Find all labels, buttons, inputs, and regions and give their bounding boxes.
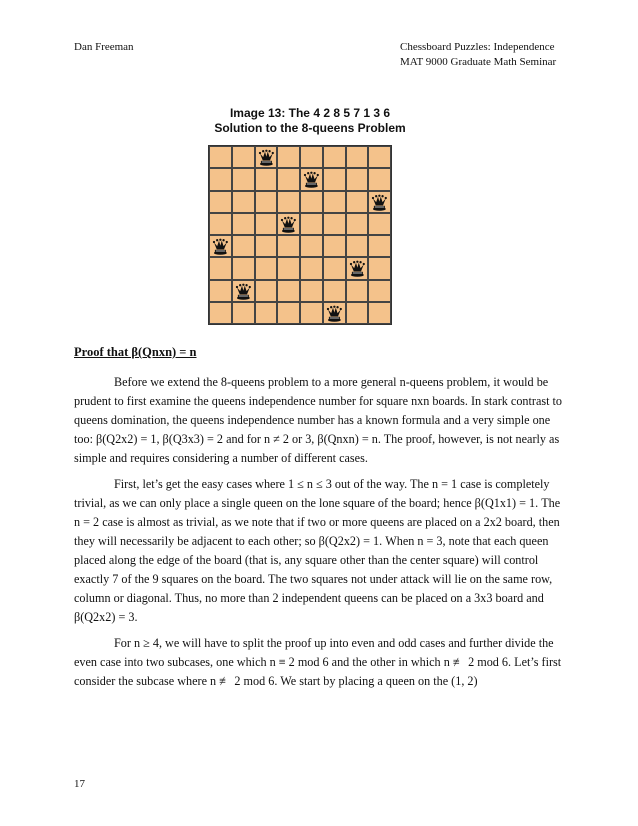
board-square <box>255 302 278 324</box>
board-square <box>323 191 346 213</box>
queen-piece-icon <box>257 148 276 166</box>
paragraph-1: Before we extend the 8-queens problem to a more general n-queens problem, it would be prudent to first examine the queens independence number for square nxn boards. In stark contrast to queens domination, the queens independence number has a known formula and a very simple one too: β(Q2x2) = 1, β(Q3x3) = 2 and for n ≠ 2 or 3, β(Qnxn) = n. The proof, however, is not nearly as simple and requires considering a number of different cases. <box>74 375 563 465</box>
board-square <box>300 191 323 213</box>
board-square <box>209 235 232 257</box>
paragraph-2: First, let’s get the easy cases where 1 ≤ n ≤ 3 out of the way. The n = 1 case is completely trivial, as we can only place a single queen on the lone square of the board; hence β(Q1x1) = 1. The n = 2 case is almost as trivial, as we note that if two or more queens are placed on a 2x2 board, then they will necessarily be adjacent to each other; so β(Q2x2) = 1. When n = 3, note that each queen placed along the edge of the board (that is, any square other than the center square) will control exactly 7 of the 9 squares on the board. The two squares not under attack will lie on the same row, column or diagonal. Thus, no more than 2 independent queens can be placed on a 3x3 board and β(Q2x2) = 3. <box>74 477 561 624</box>
board-square <box>232 213 255 235</box>
board-square <box>300 257 323 279</box>
board-square <box>323 257 346 279</box>
queen-piece-icon <box>370 193 389 211</box>
board-square <box>346 302 369 324</box>
queen-piece-icon <box>302 170 321 188</box>
board-square <box>346 191 369 213</box>
board-square <box>300 280 323 302</box>
header-author: Dan Freeman <box>74 41 134 53</box>
board-square <box>277 191 300 213</box>
board-square <box>323 235 346 257</box>
board-square <box>346 280 369 302</box>
board-square <box>323 168 346 190</box>
board-square <box>346 146 369 168</box>
chessboard <box>208 145 392 325</box>
board-square <box>323 302 346 324</box>
header-title-line1: Chessboard Puzzles: Independence <box>400 41 555 53</box>
board-square <box>300 168 323 190</box>
board-square <box>255 257 278 279</box>
board-square <box>368 146 391 168</box>
board-square <box>232 257 255 279</box>
board-square <box>300 213 323 235</box>
paragraph-3: For n ≥ 4, we will have to split the proof up into even and odd cases and further divide the even case into two subcases, one which n ≡ 2 mod 6 and the other in which n ≢ 2 mod 6. Let’s first consider the subcase where n ≢ 2 mod 6. We start by placing a queen on the (1, 2) <box>74 636 562 688</box>
page-number: 17 <box>74 778 85 790</box>
board-square <box>368 213 391 235</box>
board-square <box>368 280 391 302</box>
board-square <box>277 168 300 190</box>
board-square <box>277 213 300 235</box>
board-square <box>300 302 323 324</box>
board-square <box>209 257 232 279</box>
board-square <box>277 280 300 302</box>
queen-piece-icon <box>325 304 344 322</box>
board-square <box>277 146 300 168</box>
board-square <box>368 302 391 324</box>
board-square <box>255 146 278 168</box>
board-square <box>232 191 255 213</box>
board-square <box>346 168 369 190</box>
board-square <box>255 280 278 302</box>
board-square <box>346 213 369 235</box>
board-square <box>323 213 346 235</box>
board-square <box>255 191 278 213</box>
figure-caption-line2: Solution to the 8-queens Problem <box>214 121 406 135</box>
board-square <box>255 235 278 257</box>
board-square <box>323 146 346 168</box>
board-square <box>300 235 323 257</box>
queen-piece-icon <box>348 259 367 277</box>
board-square <box>232 168 255 190</box>
queen-piece-icon <box>211 237 230 255</box>
board-square <box>255 213 278 235</box>
section-heading: Proof that β(Qnxn) = n <box>74 345 197 359</box>
header-title-line2: MAT 9000 Graduate Math Seminar <box>400 56 557 68</box>
board-square <box>368 235 391 257</box>
figure-caption <box>200 106 420 136</box>
board-square <box>277 302 300 324</box>
board-square <box>209 146 232 168</box>
figure-caption-line1: Image 13: The 4 2 8 5 7 1 3 6 <box>229 106 391 120</box>
board-square <box>209 302 232 324</box>
board-square <box>232 280 255 302</box>
board-square <box>232 146 255 168</box>
board-square <box>368 191 391 213</box>
board-square <box>277 235 300 257</box>
board-square <box>323 280 346 302</box>
board-square <box>300 146 323 168</box>
board-square <box>368 168 391 190</box>
board-square <box>346 235 369 257</box>
queen-piece-icon <box>279 215 298 233</box>
board-square <box>346 257 369 279</box>
queen-piece-icon <box>234 282 253 300</box>
board-square <box>209 280 232 302</box>
board-square <box>277 257 300 279</box>
board-square <box>232 235 255 257</box>
board-square <box>209 191 232 213</box>
board-square <box>255 168 278 190</box>
board-square <box>232 302 255 324</box>
board-square <box>209 168 232 190</box>
board-square <box>209 213 232 235</box>
header-title <box>400 40 570 70</box>
body-text <box>74 373 566 691</box>
board-square <box>368 257 391 279</box>
